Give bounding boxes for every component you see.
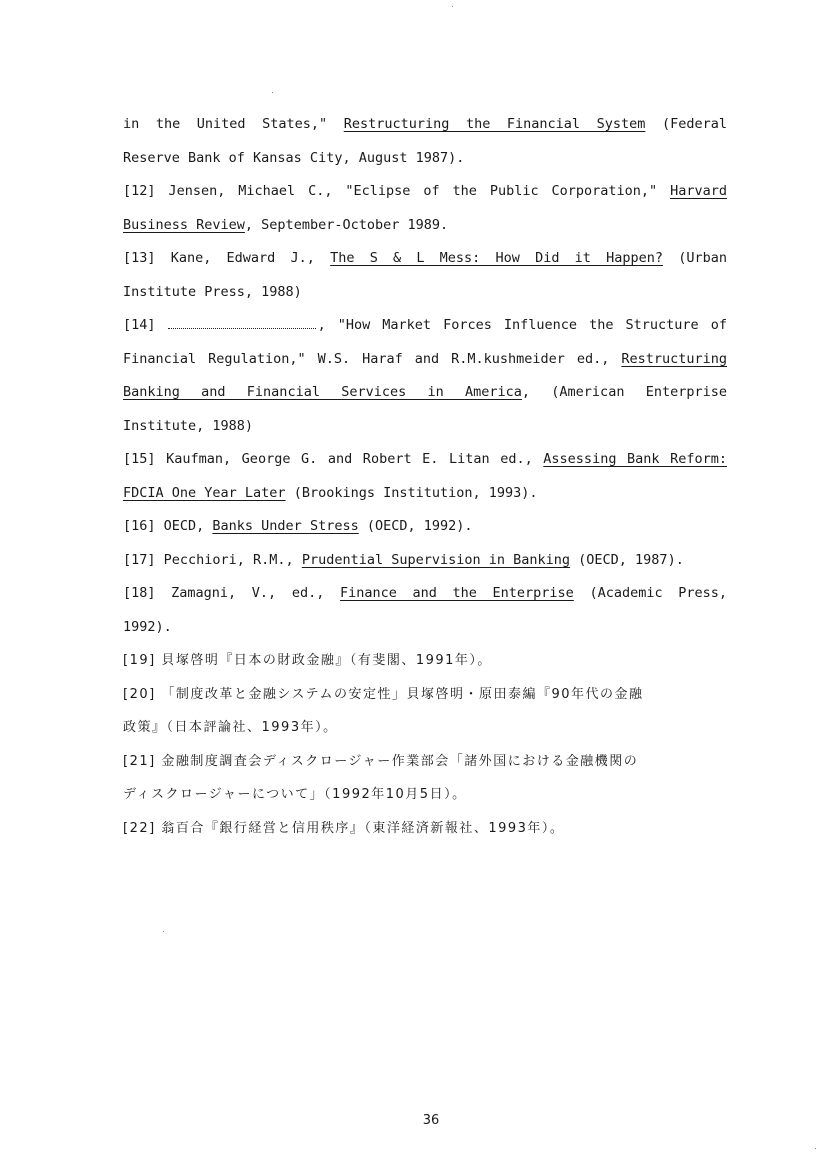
reference-line [123,477,727,511]
reference-title: Restructuring the Financial System [343,116,646,132]
page-number: 36 [422,1113,440,1128]
reference-line: 1992). [123,618,172,635]
reference-text: , September-October 1989. [244,216,449,233]
reference-title: Business Review [123,216,245,233]
reference-text: [13] Kane, Edward J., [123,250,331,266]
reference-text: (Brookings Institution, 1993). [285,484,538,501]
reference-line: Reserve Bank of Kansas City, August 1987). [123,149,465,166]
reference-text: Financial Regulation," W.S. Haraf and R.M.kushmeider ed., [123,350,622,367]
scan-speck [452,6,453,7]
scan-speck [163,931,164,932]
reference-title: Assessing Bank Reform: [543,451,727,467]
reference-line [123,544,727,578]
reference-line [123,175,727,209]
reference-title: Finance and the Enterprise [339,585,574,601]
reference-text: in the United States," [123,116,344,132]
reference-line: [21] 金融制度調査会ディスクロージャー作業部会「諸外国における金融機関の [123,753,639,769]
reference-list [123,108,727,845]
reference-text: [14] [123,317,168,333]
reference-title: FDCIA One Year Later [123,484,286,501]
reference-line: [22] 翁百合『銀行経営と信用秩序』（東洋経済新報社、1993年）。 [123,820,565,836]
reference-line: ディスクロージャーについて」（1992年10月5日）。 [123,787,467,802]
reference-line [123,577,727,611]
reference-line [123,242,727,276]
reference-title: Banking and Financial Services in America [123,384,522,400]
reference-text: (OECD, 1992). [358,518,473,534]
reference-line: Institute Press, 1988) [123,283,302,300]
reference-line [123,443,727,477]
reference-title: Prudential Supervision in Banking [301,551,571,568]
scan-speck [815,1148,816,1149]
reference-line [123,209,727,243]
reference-text: , "How Market Forces Influence the Structure of [317,317,727,333]
reference-title: Banks Under Stress [212,518,359,534]
reference-line [123,309,727,343]
reference-text: (Federal [645,116,727,132]
reference-line [123,376,727,410]
reference-line: [19] 貝塚啓明『日本の財政金融』（有斐閣、1991年）。 [123,653,492,668]
reference-text: [17] Pecchiori, R.M., [123,551,302,568]
reference-text: (OECD, 1987). [570,551,684,568]
reference-text: (Academic Press, [573,585,727,601]
reference-title: Harvard [670,183,727,199]
reference-text: (Urban [663,250,727,266]
reference-line [123,108,727,142]
reference-line: Institute, 1988) [123,417,254,434]
reference-line [123,343,727,377]
reference-text: [18] Zamagni, V., ed., [123,585,340,601]
reference-title: The S & L Mess: How Did it Happen? [330,250,664,266]
reference-text: [15] Kaufman, George G. and Robert E. Litan ed., [123,451,544,467]
reference-text: [16] OECD, [123,518,213,534]
author-repeat-blank [168,317,316,329]
reference-line: [20] 「制度改革と金融システムの安定性」貝塚啓明・原田泰編『90年代の金融 [123,686,644,702]
reference-title: Restructuring [621,350,727,367]
reference-line [123,510,727,544]
reference-line: 政策』（日本評論社、1993年）。 [123,720,338,735]
reference-text: , (American Enterprise [521,384,727,400]
reference-text: [12] Jensen, Michael C., "Eclipse of the Public Corporation," [123,183,671,199]
scan-speck [272,92,273,93]
